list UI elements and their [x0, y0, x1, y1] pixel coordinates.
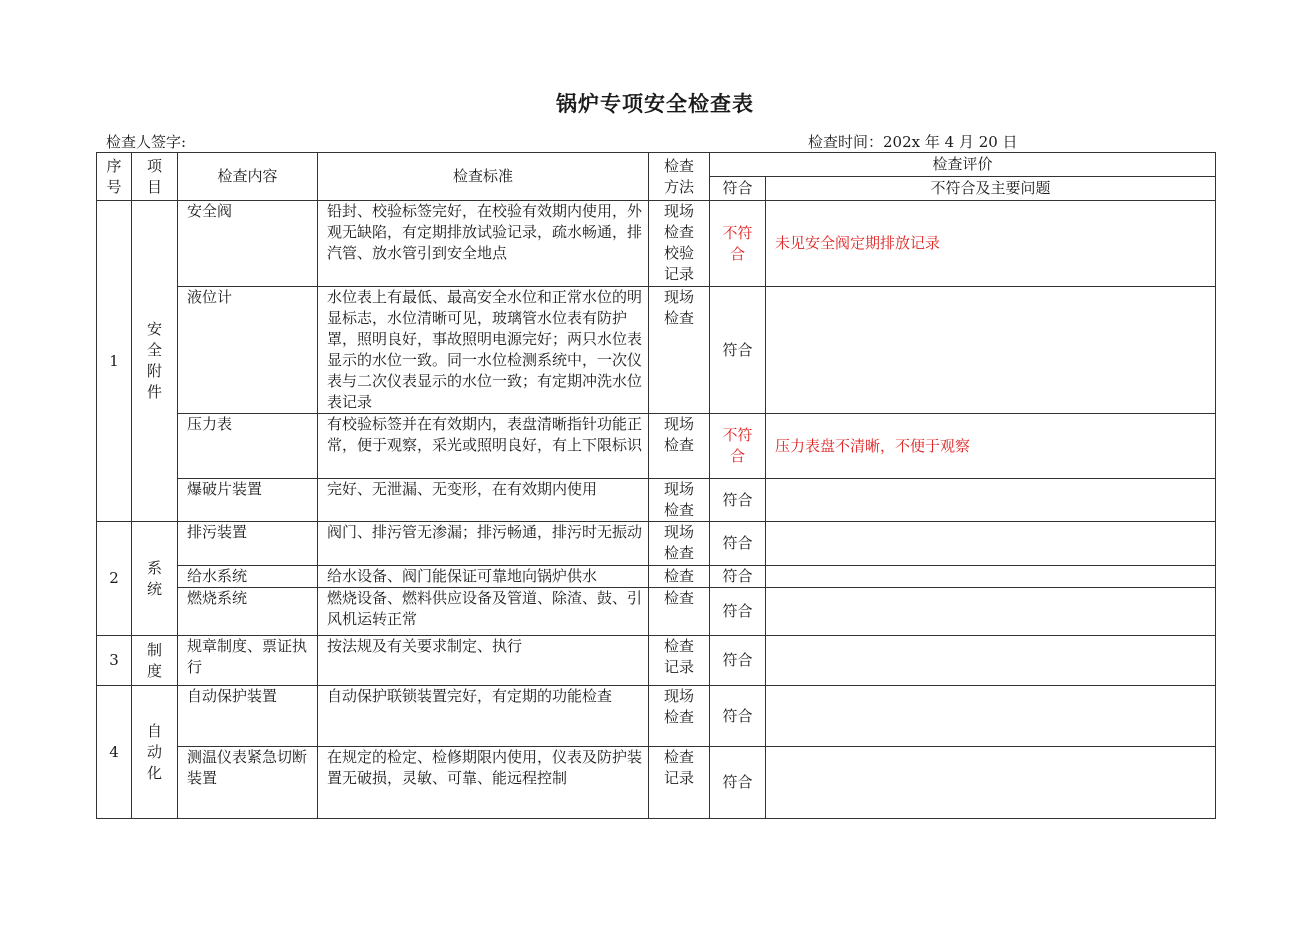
issue-text: [766, 287, 1216, 414]
table-row: [97, 747, 1216, 819]
inspector-signature-label: 检查人签字:: [106, 133, 187, 151]
check-content: 安全阀: [178, 201, 318, 287]
check-result: 符合: [710, 566, 766, 588]
check-method: 检查记录: [649, 636, 710, 686]
check-result: 符合: [710, 479, 766, 522]
check-content: 给水系统: [178, 566, 318, 588]
group-item: 制度: [132, 636, 178, 686]
table-row: [97, 566, 1216, 588]
check-standard: 燃烧设备、燃料供应设备及管道、除渣、鼓、引风机运转正常: [318, 588, 649, 636]
check-result: 不符合: [710, 414, 766, 479]
table-row: [97, 201, 1216, 287]
table-row: [97, 287, 1216, 414]
inspection-table: [96, 152, 1216, 819]
check-result: 符合: [710, 522, 766, 566]
check-method: 检查: [649, 588, 710, 636]
check-standard: 水位表上有最低、最高安全水位和正常水位的明显标志，水位清晰可见，玻璃管水位表有防护罩，照明良好，事故照明电源完好；两只水位表显示的水位一致。同一水位检测系统中，一次仪表与二次仪表显示的水位一致；有定期冲洗水位表记录: [318, 287, 649, 414]
inspection-time: 检查时间：202x 年 4 月 20 日: [808, 133, 1018, 151]
group-seq: 2: [97, 522, 132, 636]
check-result: 符合: [710, 588, 766, 636]
issue-text: [766, 636, 1216, 686]
check-content: 爆破片装置: [178, 479, 318, 522]
check-method: 现场检查: [649, 686, 710, 747]
issue-text: [766, 566, 1216, 588]
table-row: [97, 686, 1216, 747]
header-content: 检查内容: [178, 153, 318, 201]
issue-text: [766, 479, 1216, 522]
check-method: 现场检查: [649, 287, 710, 414]
check-standard: 有校验标签并在有效期内，表盘清晰指针功能正常，便于观察，采光或照明良好，有上下限标识: [318, 414, 649, 479]
check-result: 不符合: [710, 201, 766, 287]
check-method: 检查记录: [649, 747, 710, 819]
table-row: [97, 522, 1216, 566]
check-method: 现场检查校验记录: [649, 201, 710, 287]
check-standard: 按法规及有关要求制定、执行: [318, 636, 649, 686]
check-result: 符合: [710, 686, 766, 747]
group-item: 系统: [132, 522, 178, 636]
issue-text: [766, 747, 1216, 819]
check-standard: 给水设备、阀门能保证可靠地向锅炉供水: [318, 566, 649, 588]
issue-text: [766, 522, 1216, 566]
header-conform: 符合: [710, 177, 766, 201]
group-seq: 3: [97, 636, 132, 686]
issue-text: [766, 588, 1216, 636]
table-row: [97, 588, 1216, 636]
table-row: [97, 636, 1216, 686]
issue-text: 未见安全阀定期排放记录: [766, 201, 1216, 287]
check-content: 排污装置: [178, 522, 318, 566]
table-row: [97, 479, 1216, 522]
check-content: 液位计: [178, 287, 318, 414]
check-result: 符合: [710, 747, 766, 819]
check-standard: 在规定的检定、检修期限内使用，仪表及防护装置无破损，灵敏、可靠、能远程控制: [318, 747, 649, 819]
header-standard: 检查标准: [318, 153, 649, 201]
check-standard: 阀门、排污管无渗漏；排污畅通，排污时无振动: [318, 522, 649, 566]
check-content: 规章制度、票证执行: [178, 636, 318, 686]
issue-text: [766, 686, 1216, 747]
check-result: 符合: [710, 636, 766, 686]
header-nonconform: 不符合及主要问题: [766, 177, 1216, 201]
table-row: [97, 414, 1216, 479]
check-method: 现场检查: [649, 522, 710, 566]
check-content: 测温仪表紧急切断装置: [178, 747, 318, 819]
check-method: 现场检查: [649, 414, 710, 479]
check-result: 符合: [710, 287, 766, 414]
header-evaluation: 检查评价: [710, 153, 1216, 177]
page-title: 锅炉专项安全检查表: [556, 91, 754, 116]
check-standard: 自动保护联锁装置完好，有定期的功能检查: [318, 686, 649, 747]
check-content: 燃烧系统: [178, 588, 318, 636]
check-method: 检查: [649, 566, 710, 588]
group-item: 安全附件: [132, 201, 178, 522]
header-method: 检查方法: [649, 153, 710, 201]
check-content: 压力表: [178, 414, 318, 479]
check-content: 自动保护装置: [178, 686, 318, 747]
header-item: 项目: [132, 153, 178, 201]
check-method: 现场检查: [649, 479, 710, 522]
check-standard: 完好、无泄漏、无变形，在有效期内使用: [318, 479, 649, 522]
check-standard: 铅封、校验标签完好，在校验有效期内使用，外观无缺陷，有定期排放试验记录，疏水畅通，排汽管、放水管引到安全地点: [318, 201, 649, 287]
group-seq: 1: [97, 201, 132, 522]
group-seq: 4: [97, 686, 132, 819]
group-item: 自动化: [132, 686, 178, 819]
header-seq: 序号: [97, 153, 132, 201]
issue-text: 压力表盘不清晰，不便于观察: [766, 414, 1216, 479]
